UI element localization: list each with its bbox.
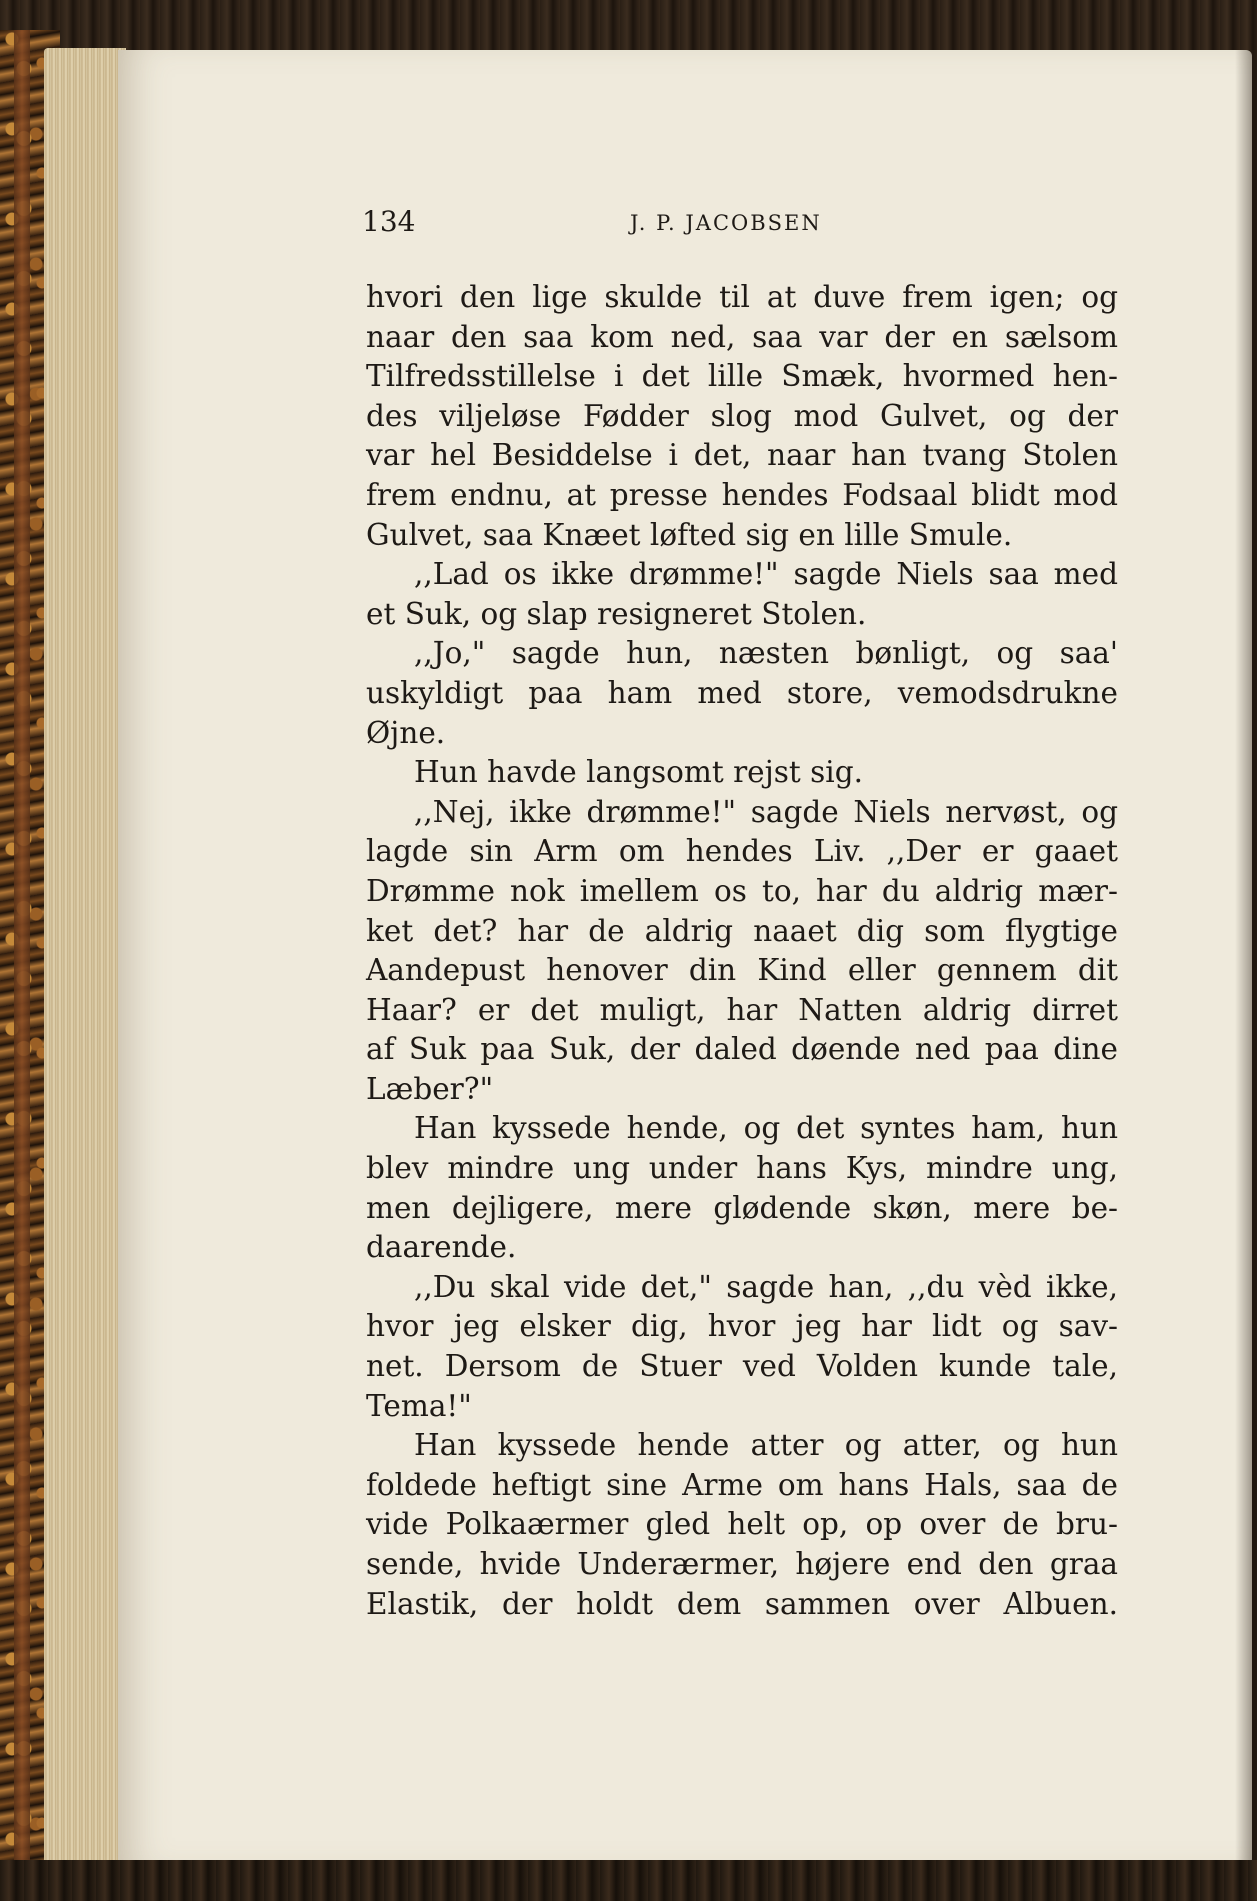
book-spine [14, 30, 30, 1875]
text-line: Hun havde langsomt rejst sig. [414, 755, 863, 790]
text-line: frem endnu, at presse hendes Fodsaal blidt mod [366, 477, 1118, 512]
page-number: 134 [362, 205, 416, 238]
text-line: hvor jeg elsker dig, hvor jeg har lidt og sav- [366, 1309, 1118, 1344]
text-line: ,,Du skal vide det," sagde han, ,,du vèd ikke, [414, 1269, 1118, 1304]
text-line: ,,Lad os ikke drømme!" sagde Niels saa med [414, 557, 1118, 592]
text-line: Tilfredsstillelse i det lille Smæk, hvormed hen- [366, 359, 1118, 394]
running-head: J. P. JACOBSEN [630, 211, 822, 235]
background-bottom-edge [0, 1860, 1257, 1901]
text-line: ,,Nej, ikke drømme!" sagde Niels nervøst, og [414, 794, 1118, 829]
text-line: Drømme nok imellem os to, har du aldrig mær- [366, 873, 1118, 908]
body-text [366, 278, 1118, 1624]
text-line: Læber?" [366, 1071, 494, 1106]
text-line: des viljeløse Fødder slog mod Gulvet, og der [366, 398, 1118, 433]
text-line: foldede heftigt sine Arme om hans Hals, saa de [366, 1467, 1118, 1502]
text-line: naar den saa kom ned, saa var der en sælsom [366, 319, 1118, 354]
text-line: men dejligere, mere glødende skøn, mere be- [366, 1190, 1118, 1225]
text-line: vide Polkaærmer gled helt op, op over de bru- [366, 1507, 1118, 1542]
text-line: Gulvet, saa Knæet løfted sig en lille Smule. [366, 517, 1013, 552]
text-line: Øjne. [366, 715, 446, 750]
text-line: lagde sin Arm om hendes Liv. ,,Der er gaaet [366, 834, 1118, 869]
text-line: et Suk, og slap resigneret Stolen. [366, 596, 867, 631]
text-line: ket det? har de aldrig naaet dig som flygtige [366, 913, 1118, 948]
text-line: sende, hvide Underærmer, højere end den graa [366, 1547, 1118, 1581]
page-right-shadow [1235, 50, 1257, 1865]
page-edges [44, 48, 126, 1868]
text-line: Elastik, der holdt dem sammen over Albuen. [366, 1586, 1118, 1621]
text-line: hvori den lige skulde til at duve frem igen; og [366, 280, 1118, 314]
text-line: Han kyssede hende atter og atter, og hun [414, 1428, 1118, 1463]
text-line: Tema!" [366, 1388, 472, 1423]
text-line: var hel Besiddelse i det, naar han tvang Stolen [366, 438, 1118, 473]
text-line: Haar? er det muligt, har Natten aldrig dirret [366, 992, 1118, 1027]
text-line: uskyldigt paa ham med store, vemodsdrukne [366, 675, 1118, 710]
text-line: ,,Jo," sagde hun, næsten bønligt, og saa' [414, 636, 1118, 671]
text-line: af Suk paa Suk, der daled døende ned paa dine [366, 1032, 1118, 1067]
text-line: Aandepust henover din Kind eller gennem dit [366, 953, 1118, 988]
text-line: net. Dersom de Stuer ved Volden kunde tale, [366, 1349, 1118, 1384]
text-line: daarende. [366, 1230, 517, 1265]
text-line: Han kyssede hende, og det syntes ham, hun [414, 1111, 1118, 1146]
page-header [362, 202, 1122, 242]
text-line: blev mindre ung under hans Kys, mindre ung, [366, 1151, 1118, 1186]
